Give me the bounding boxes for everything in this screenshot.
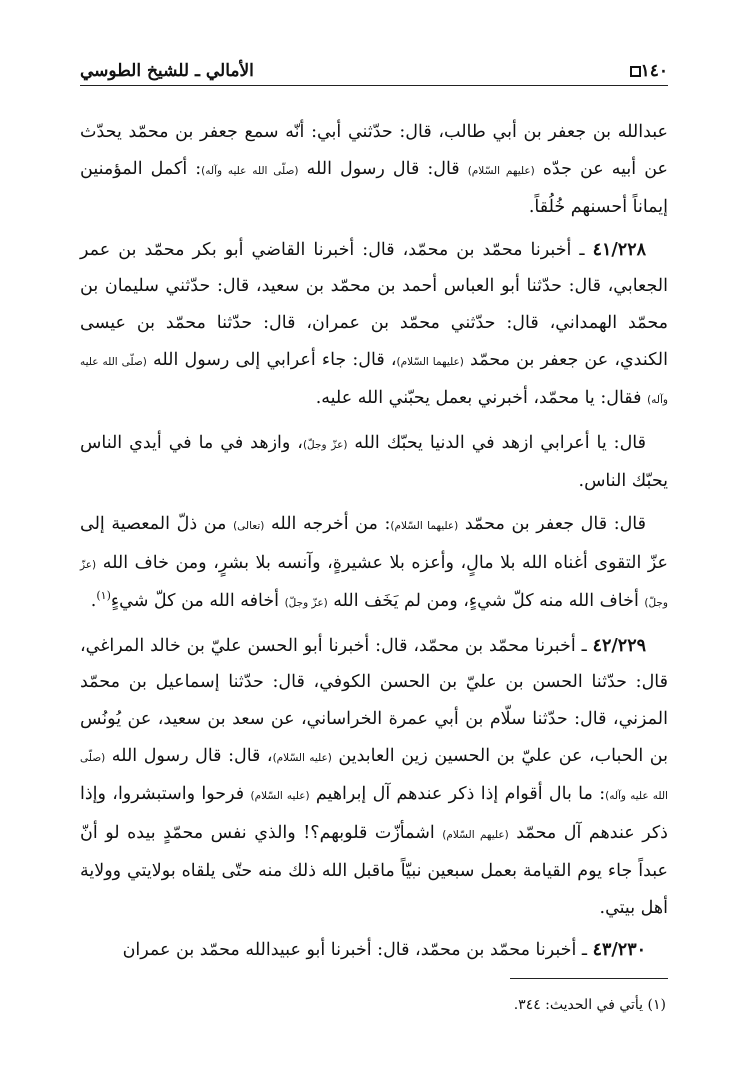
text-run: ، قال: جاء أعرابي إلى رسول الله [146,349,397,370]
text-run: عبدالله بن جعفر بن أبي طالب، قال: حدّثني أبي: أنّه سمع جعفر بن محمّد يحدّث عن أبيه عن جدّه [80,122,668,179]
paragraph [80,932,668,969]
text-run: اشمأزّت قلوبهم؟! والذي نفس محمّدٍ بيده لو أنّ عبداً جاء يوم القيامة بعمل سبعين نبيّاً ماقبل الله ذلك منه حتّى يلقاه بولايتي وولاية أهل بيتي. [80,822,668,918]
text-run: ، وازهد في ما في أيدي الناس يحبّك الناس. [80,432,668,492]
footnote: (١) يأتي في الحديث: ٣٤٤. [513,997,666,1013]
text-run: . [90,591,97,612]
honorific: (عزّ وجلّ) [284,597,328,610]
text-run: : ما بال أقوام إذا ذكر عندهم آل إبراهيم [309,784,606,805]
hadith-number: ٤٣/٢٣٠ [592,940,646,961]
text-run: قال: يا أعرابي ازهد في الدنيا يحبّك الله [347,432,646,453]
honorific: (عليهما السّلام) [396,355,464,368]
text-run: ـ أخبرنا محمّد بن محمّد، قال: أخبرنا القاضي أبو بكر محمّد بن عمر الجعابي، قال: حدّثنا أبو العباس أحمد بن محمّد بن سعيد، قال: حدّثني سليمان بن محمّد الهمداني، قال: حدّثني محمّد بن عمران، قال: حدّثنا محمّد بن عيسى الكندي، عن جعفر بن محمّد [80,239,668,370]
hadith-number: ٤٢/٢٢٩ [592,635,646,656]
text-run: : من أخرجه الله [264,513,391,534]
text-run: ، قال: قال رسول الله [105,745,273,766]
text-run: أخاف الله منه كلّ شيءٍ، ومن لم يَخَف الله [327,591,645,612]
honorific: (صلّى الله عليه وآله) [80,355,668,407]
honorific: (تعالى) [233,519,265,532]
paragraph [80,506,668,622]
honorific: (عليه السّلام) [272,751,332,764]
text-run: ـ أخبرنا محمّد بن محمّد، قال: أخبرنا أبو عبيدالله محمّد بن عمران [122,940,593,961]
page-header [80,52,668,86]
text-run: من ذلّ المعصية إلى عزّ التقوى أغناه الله بلا مالٍ، وأعزه بلا عشيرةٍ، وآنسه بلا بشرٍ، ومن خاف الله [80,513,668,573]
text-run: فقال: يا محمّد، أخبرني بعمل يحبّني الله عليه. [315,388,648,409]
honorific: (عزّ وجلّ) [80,558,668,610]
running-title: الأمالي ـ للشيخ الطوسي [80,61,254,81]
footnote-ref: (١) [96,589,111,603]
honorific: (صلّى الله عليه وآله) [201,164,299,177]
honorific: (عليهما السّلام) [390,519,459,532]
text-run: قال: قال جعفر بن محمّد [458,513,647,534]
paragraph [80,628,668,927]
text-run: أخافه الله من كلّ شيءٍ [110,591,285,612]
paragraph [80,114,668,226]
paragraph [80,425,668,500]
honorific: (عليه السّلام) [250,790,310,803]
text-run: فرحوا واستبشروا، وإذا ذكر عندهم آل محمّد [80,784,668,843]
honorific: (عليهم السّلام) [467,164,535,177]
page-number [625,61,668,81]
paragraph [80,232,668,419]
honorific: (صلّى الله عليه وآله) [80,751,668,803]
body-text [80,114,668,975]
square-marker-icon [630,66,641,77]
text-run: قال: قال رسول الله [298,158,468,179]
honorific: (عليهم السّلام) [442,828,509,841]
footnote-divider [510,978,668,979]
text-run: ـ أخبرنا محمّد بن محمّد، قال: أخبرنا أبو الحسن عليّ بن خالد المراغي، قال: حدّثنا الحسن بن عليّ بن الحسن الكوفي، قال: حدّثنا إسماعيل بن محمّد المزني، قال: حدّثنا سلّام بن أبي عمرة الخراساني، عن سعد بن سعيد، عن يُونُس بن الحباب، عن عليّ بن الحسين زين العابدين [80,635,669,766]
page-number-text: ١٤٠ [640,61,668,81]
hadith-number: ٤١/٢٢٨ [592,239,646,260]
text-run: : أكمل المؤمنين إيماناً أحسنهم خُلُقاً. [80,158,668,218]
honorific: (عزّ وجلّ) [302,438,348,451]
